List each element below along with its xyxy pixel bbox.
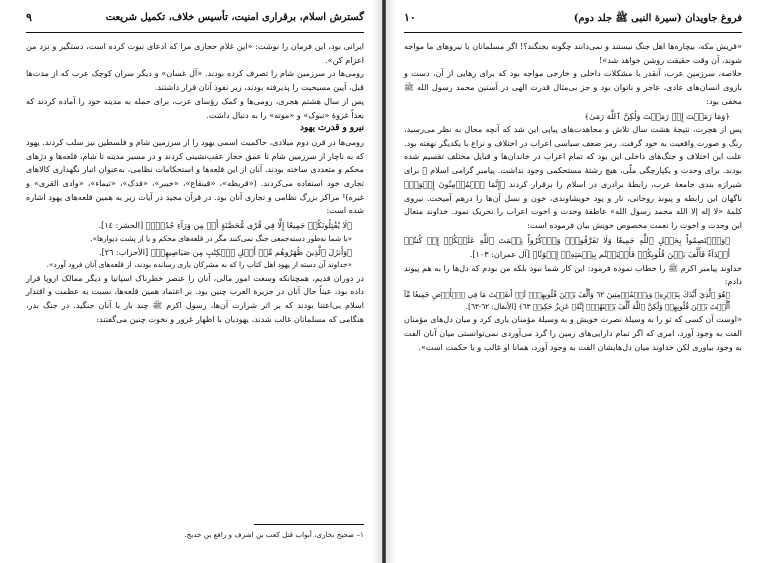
quran-verse: ﴿وَأَنزَلَ ٱلَّذِينَ ظَٰهَرُوهُم مِّنۡ أَهۡلِ ٱلۡكِتَٰبِ مِن صَيَاصِيهِمۡ﴾ [الأحزاب: ٢٦]. [99,246,352,257]
right-page-number: ۱۰ [404,11,416,24]
right-page [386,0,768,563]
footnote: ١– صحیح بخاری، أبواب قتل کعب بن اشرف و رافع بن خدیج. [184,530,364,539]
right-header-title: فروغ جاویدان (سیرة النبی ﷺ جلد دوم) [573,13,742,24]
paragraph: ایرانی بود، این فرمان را نوشت: «این غلام حجازی مرا که ادعای نبوت کرده است، دستگیر و نزد من اعزام کن». [26,41,364,65]
paragraph: رومی‌ها در قرن دوم میلادی، حاکمیت اسمی یهود را از سرزمین شام و فلسطین نیز سلب کردند. یهود که به ناچار از سرزمین شام تا عمق حجاز عقب‌نشینی کردند و در مسیر مدینه تا شام، قلعه‌ها و دژهای محکم و متعددی ساخته بودند. آنان از این قلعه‌ها و استحکامات نظامی، به‌عنوان انبار نگهداری کالاهای تجاری خود استفاده می‌کردند. («قریظه»، «قینقاع»، «خیبر»، «فدک»، «تیماء»، «وادی القری» و غیره)¹ مراکز بزرگ نظامی و تجاری آنان بود. در قرآن مجید در آیات زیر به همین قلعه‌های یهود اشاره شده است: [26,136,364,216]
left-page-number: ۹ [26,11,32,24]
left-page-header [26,10,364,33]
paragraph: «قریش مکه، بیچاره‌ها اهل جنگ نیستند و نمی‌دانند چگونه بجنگند؟! اگر مسلمانان با نیروهای ما مواجه شوند، آن وقت حقیقت روشن خواهد شد»! [404,41,742,65]
paragraph: رومی‌ها در سرزمین شام را تصرف کرده بودند. «آل غسان» و دیگر سران کوچک عرب که از مدت‌ها قبل، آیین مسیحیت را پذیرفته بودند، زیر نفوذ آنان قرار داشتند. [26,68,364,93]
right-page-body [404,40,742,355]
quran-verse: ﴿هُوَ ٱلَّذِيٓ أَيَّدَكَ بِنَصۡرِهِۦ وَبِٱلۡمُؤۡمِنِينَ ٦٢ وَأَلَّفَ بَيۡنَ قُلُوبِهِمۡۚ لَوۡ أَنفَقۡتَ مَا فِي ٱلۡأَرۡضِ جَمِيعٗا مَّآ أَلَّفۡتَ بَيۡنَ قُلُوبِهِمۡ وَلَٰكِنَّ ٱللَّهَ أَلَّفَ بَيۡنَهُمۡۚ إِنَّهُۥ عَزِيزٌ حَكِيمٞ ٦٣﴾ [الأنفال: ٦٢-٦٣]. [404,290,730,312]
left-page-body [26,40,364,326]
quran-verse: ﴿لَا يُقَٰتِلُونَكُمۡ جَمِيعًا إِلَّا فِي قُرٗى مُّحَصَّنَةٍ أَوۡ مِن وَرَآءِ جُدُرِۢ﴾ [الحشر: ١٤]. [98,220,352,231]
paragraph: «اوست آن کسی که تو را به وسیلهٔ نصرت خویش و به وسیلهٔ مؤمنان یاری کرد و میان دل‌های مؤمنان الفت به وجود آورد، امری که اگر تمام دارایی‌های زمین را گرد می‌آوردی نمی‌توانستی میان آنان الفت به وجود بیاوری لکن خداوند میان دل‌هایشان الفت به وجود آورد، همانا او غالب و با حکمت است». [404,314,742,352]
right-page-header [404,10,742,33]
quran-verse: ﴿وَمَا رَمَيۡتَ إِذۡ رَمَيۡتَ وَلَٰكِنَّ ٱللَّهَ رَمَىٰ﴾ [584,110,730,121]
paragraph: پس از سال هشتم هجری، رومی‌ها و کمک رؤسای عرب، برای حمله به مدینه خود را آماده کردند که بعداً غزوهٔ «تبوک» و «موته» را به دنبال داشت. [26,95,364,120]
page-shadow [386,0,396,563]
quran-verse: ﴿وَٱعۡتَصِمُواْ بِحَبۡلِ ٱللَّهِ جَمِيعٗا وَلَا تَفَرَّقُواْۚ وَٱذۡكُرُواْ نِعۡمَتَ ٱللَّهِ عَلَيۡكُمۡ إِذۡ كُنتُمۡ أَعۡدَآءٗ فَأَلَّفَ بَيۡنَ قُلُوبِكُمۡ فَأَصۡبَحۡتُم بِنِعۡمَتِهِۦٓ إِخۡوَٰنٗا﴾ [آل عمران: ١٠٣]. [404,234,730,260]
paragraph: در دوران قدیم، همچنانکه وسعت امور مالی، آنان را عنصر خطرناک اسپانیا و دیگر ممالک اروپا قرار داده بود، عیناً حال آنان در جزیرة العرب چنین بود. بر اعتماد همین قلعه‌ها، نسبت به عظمت و اقتدار اسلام بی‌اعتنا بودند که بر اثر شرارت آن‌ها، رسول اکرم ﷺ چند بار با آنان جنگید. در جنگ بدر، هنگامی که مسلمانان غالب شدند، یهودیان با اظهار غرور و نخوت چنین می‌گفتند: [26,272,364,324]
verse-translation: «با شما به‌طور دسته‌جمعی جنگ نمی‌کنند مگر در قلعه‌های محکم و یا از پشت دیوارها». [90,233,352,243]
verse-translation: «خداوند آن دسته از یهود اهل کتاب را که به مشرکان یاری رسانده بودند، از قلعه‌های آنان فرود آورد». [46,260,352,270]
paragraph: خلاصه، سرزمین عرب، آنقدر با مشکلات داخلی و خارجی مواجه بود که برای رهایی از آن، دست و بازوی انسان‌های عادی، عاجز و ناتوان بود و جز بی‌مثال قدرت الهی در آستین محمد رسول الله ﷺ مخفی بود: [404,68,742,106]
paragraph: پس از هجرت، نتیجهٔ هشت سال تلاش و مجاهدت‌های پیاپی این شد که آنچه محال به نظر می‌رسید، رنگ و صورت واقعیت به خود گرفت. رمز ضعف سیاسی اعراب در اختلاف و نزاع با یکدیگر نهفته بود. علت این اختلاف و جنگ‌های داخلی این بود که تمام اعراب در خاندان‌ها و قبایل مختلف تقسیم شده بودند. برای وحدت و یکپارچگی ملّی، هیچ رشتهٔ مستحکمی وجود نداشت. پیامبر گرامی اسلام ﷺ برای شیرازه بندی جامعهٔ عرب، رابطهٔ برادری در اسلام را برقرار کردند ﴿إِنَّمَا ٱلۡمُؤۡمِنُونَ إِخۡوَةٞ﴾ ناگهان این رابطه و پیوند روحانی، تار و پود خویشاوندی، خون و نسل آن‌ها را درهم آمیخت. نیروی کلمهٔ «لا إله إلا الله محمد رسول الله» عاطفهٔ وحدت و اخوت اعراب را تحریک نمود. خداوند متعال این وحدت و اخوت را نعمت مخصوص خویش بیان فرموده است: [404,124,742,230]
left-header-title: گسترش اسلام، برقراری امنیت، تأسیس خلاف، تکمیل شریعت [105,12,364,23]
footnote-rule [254,524,364,525]
paragraph: خداوند پیامبر اکرم ﷺ را خطاب نموده فرمود: این کار شما نبود بلکه من بودم که دل‌ها را به هم پیوند دادم: [404,262,742,287]
section-heading: نیرو و قدرت یهود [300,123,364,134]
left-page [0,0,382,563]
page-shadow [372,0,382,563]
